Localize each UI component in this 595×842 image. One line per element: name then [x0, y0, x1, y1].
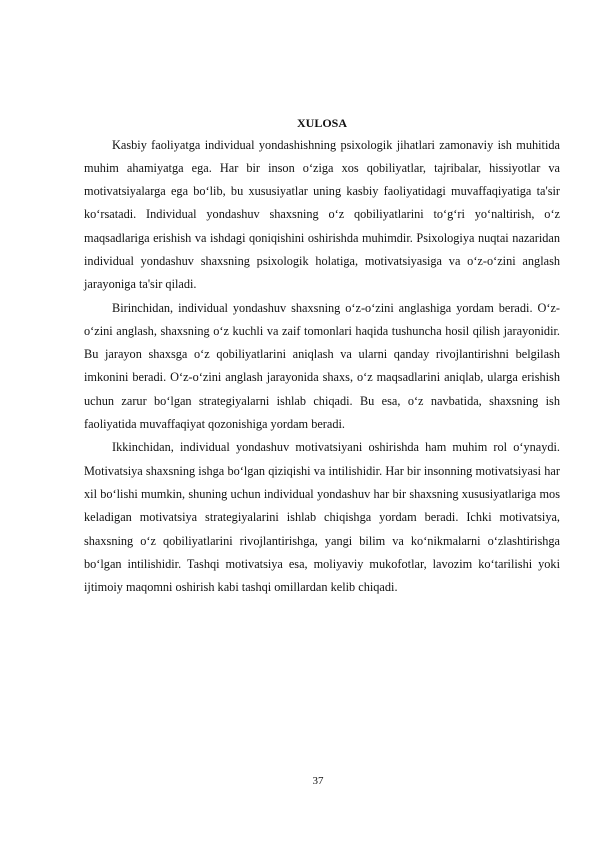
paragraph-2: Birinchidan, individual yondashuv shaxsning o‘z-o‘zini anglashiga yordam beradi. O‘z-o‘zini anglash, shaxsning o‘z kuchli va zaif tomonlari haqida tushuncha hosil qilish jarayonidir. Bu jarayon shaxsga o‘z qobiliyatlarini aniqlash va ularni qanday rivojlantirishni belgilash imkonini beradi. O‘z-o‘zini anglash jarayonida shaxs, o‘z maqsadlarini aniqlab, ularga erishish uchun zarur bo‘lgan strategiyalarni ishlab chiqadi. Bu esa, o‘z navbatida, shaxsning ish faoliyatida muvaffaqiyat qozonishiga yordam beradi. [84, 300, 560, 432]
paragraph-3: Ikkinchidan, individual yondashuv motivatsiyani oshirishda ham muhim rol o‘ynaydi. Motivatsiya shaxsning ishga bo‘lgan qiziqishi va intilishidir. Har bir insonning motivatsiyasi har xil bo‘lishi mumkin, shuning uchun individual yondashuv har bir shaxsning xususiyatlariga mos keladigan motivatsiya strategiyalarini ishlab chiqishga yordam beradi. Ichki motivatsiya, shaxsning o‘z qobiliyatlarini rivojlantirishga, yangi bilim va ko‘nikmalarni o‘zlashtirishga bo‘lgan intilishidir. Tashqi motivatsiya esa, moliyaviy mukofotlar, lavozim ko‘tarilishi yoki ijtimoiy maqomni oshirish kabi tashqi omillardan kelib chiqadi. [84, 440, 560, 595]
paragraph-1: Kasbiy faoliyatga individual yondashishning psixologik jihatlari zamonaviy ish muhitida muhim ahamiyatga ega. Har bir inson o‘ziga xos qobiliyatlar, tajribalar, hissiyotlar va motivatsiyalarga ega bo‘lib, bu xususiyatlar uning kasbiy faoliyatidagi muvaffaqiyatiga ta'sir ko‘rsatadi. Individual yondashuv shaxsning o‘z qobiliyatlarini to‘g‘ri yo‘naltirish, o‘z maqsadlariga erishish va ishdagi qoniqishini oshirishda muhimdir. Psixologiya nuqtai nazaridan individual yondashuv shaxsning psixologik holatiga, motivatsiyasiga va o‘z-o‘zini anglash jarayoniga ta'sir qiladi. [84, 137, 560, 292]
body-text [84, 134, 560, 600]
page-number: 37 [312, 775, 324, 787]
section-title: XULOSA [296, 116, 347, 130]
